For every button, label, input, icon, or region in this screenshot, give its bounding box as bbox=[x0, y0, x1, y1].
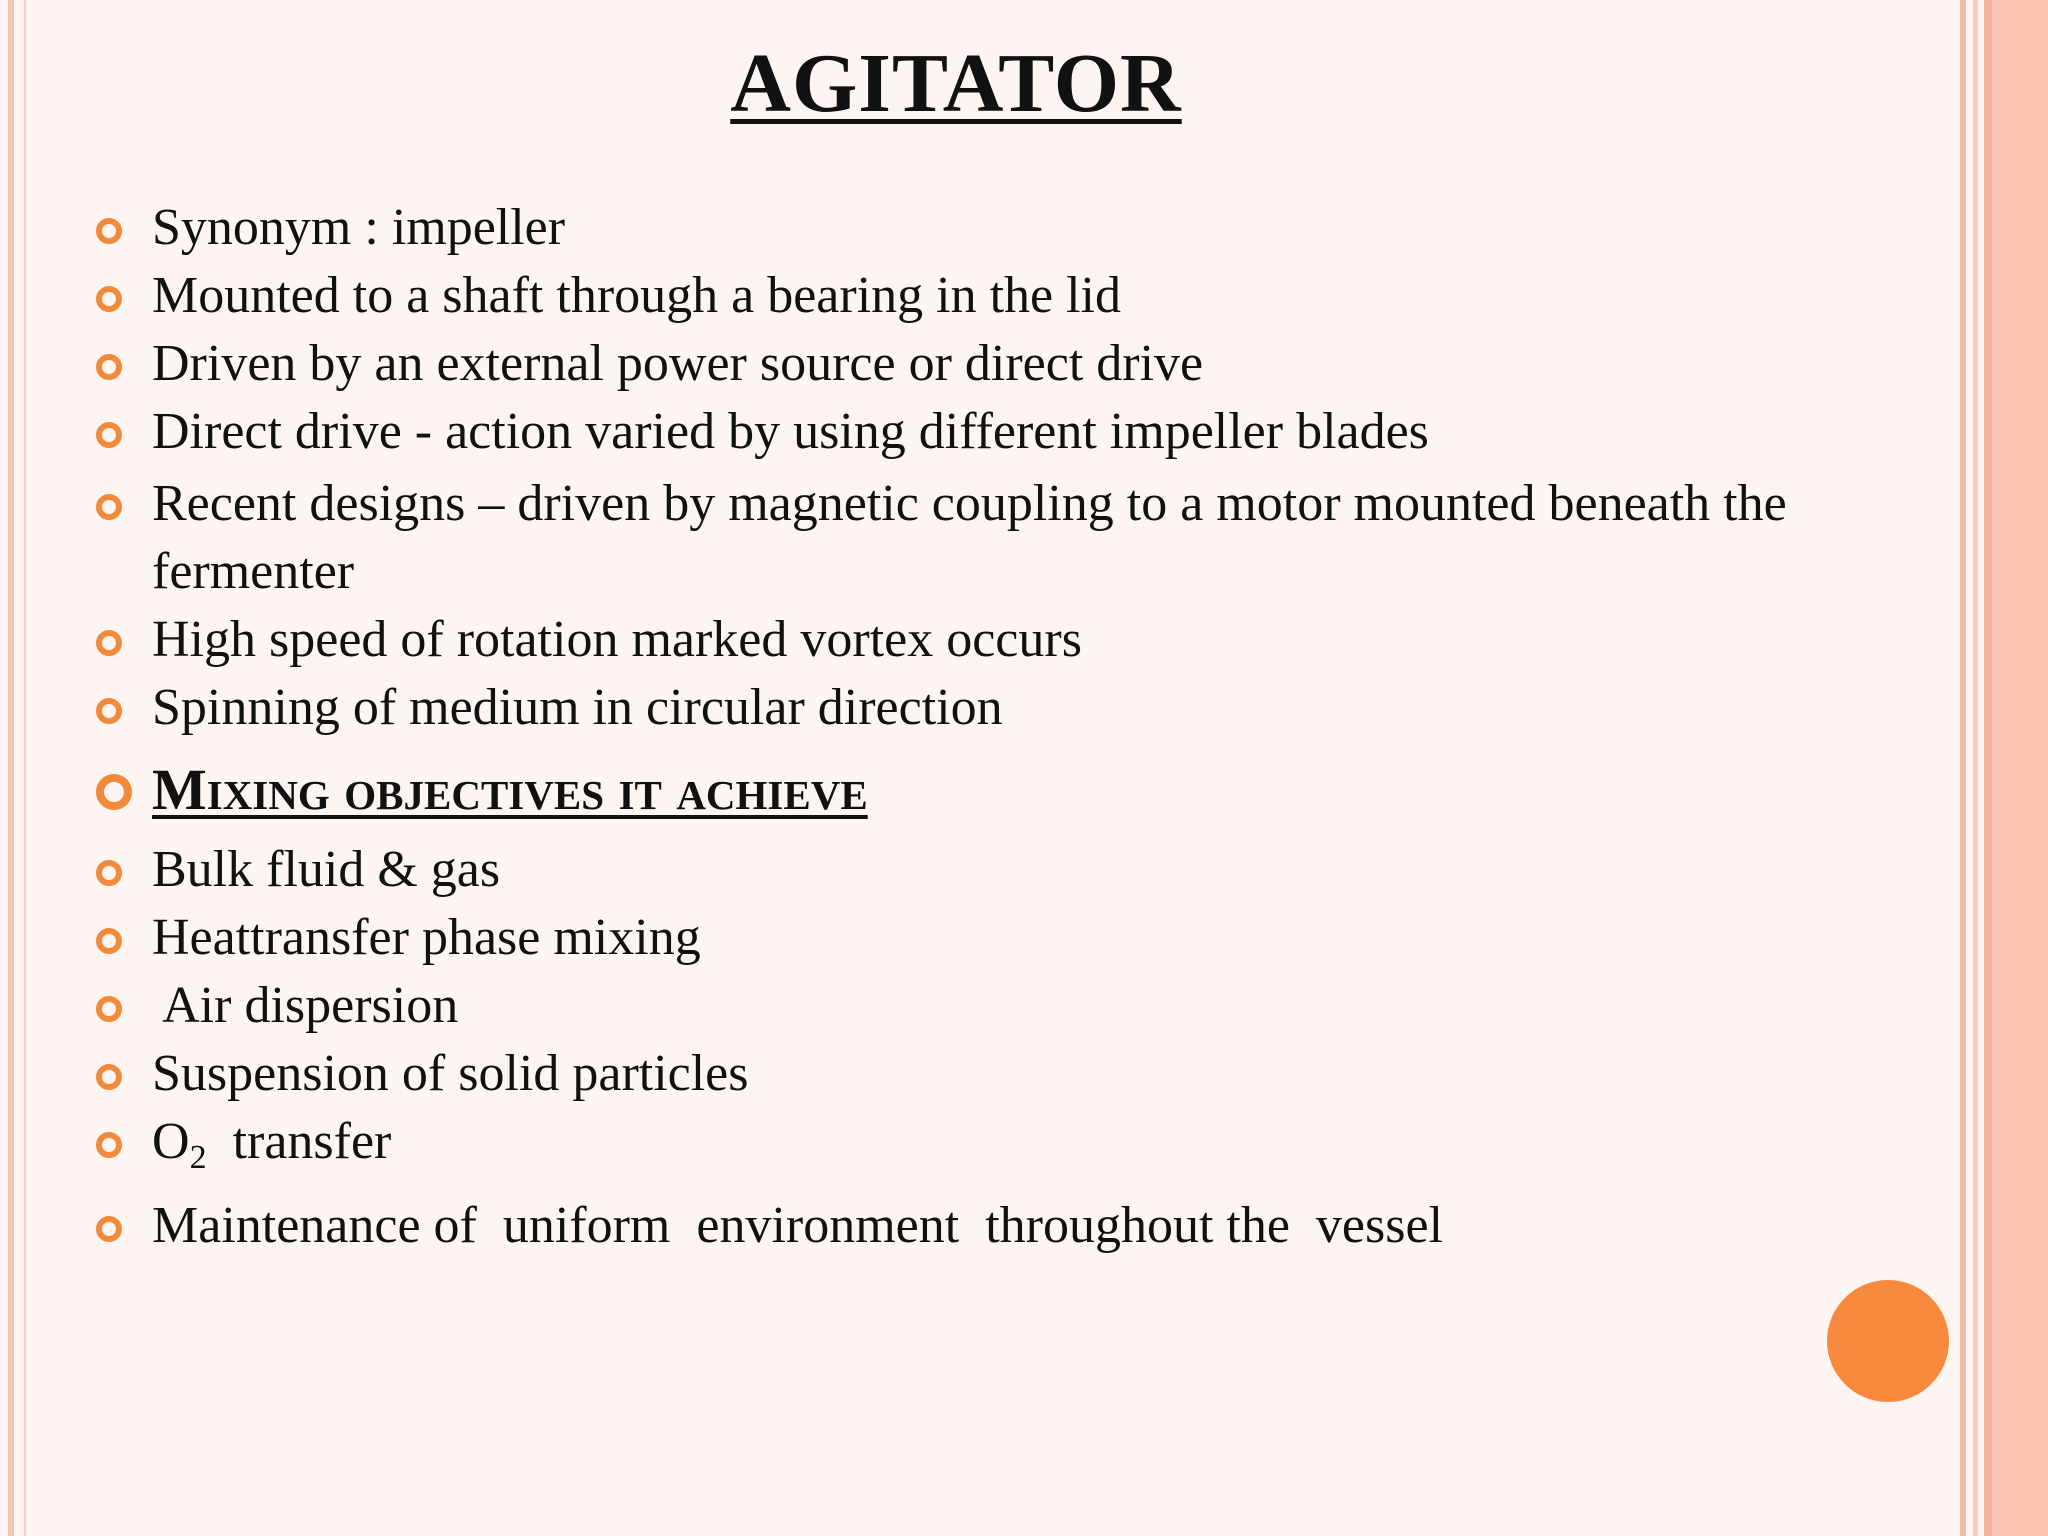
bullet-ring-icon bbox=[96, 1064, 122, 1090]
bullet-item: Air dispersion bbox=[96, 972, 1896, 1040]
bullet-item: Synonym : impeller bbox=[96, 194, 1896, 262]
left-border-stripe bbox=[8, 0, 14, 1536]
bullet-ring-icon bbox=[96, 1132, 122, 1158]
bullet-item: Suspension of solid particles bbox=[96, 1040, 1896, 1108]
bullet-item: Spinning of medium in circular direction bbox=[96, 674, 1896, 742]
bullet-ring-icon bbox=[96, 860, 122, 886]
bullet-ring-icon bbox=[96, 630, 122, 656]
bullet-item: Bulk fluid & gas bbox=[96, 836, 1896, 904]
bullet-item: High speed of rotation marked vortex occurs bbox=[96, 606, 1896, 674]
bullet-ring-icon bbox=[96, 286, 122, 312]
bullet-item-o2: $O_2$ transfer bbox=[96, 1108, 1896, 1192]
bullet-item: Driven by an external power source or direct drive bbox=[96, 330, 1896, 398]
bullet-ring-icon bbox=[96, 1216, 122, 1242]
bullet-item: Mounted to a shaft through a bearing in the lid bbox=[96, 262, 1896, 330]
decorative-orange-circle bbox=[1827, 1280, 1949, 1402]
bullet-list bbox=[96, 194, 1896, 1260]
right-border-band bbox=[1984, 0, 2048, 1536]
left-border-line bbox=[24, 0, 26, 1536]
bullet-ring-icon bbox=[96, 928, 122, 954]
bullet-ring-icon bbox=[96, 422, 122, 448]
right-border-stripe bbox=[1973, 0, 1978, 1536]
bullet-ring-icon bbox=[96, 218, 122, 244]
slide-title: AGITATOR bbox=[730, 37, 1182, 130]
bullet-item: Direct drive - action varied by using different impeller blades bbox=[96, 398, 1896, 466]
bullet-item: Maintenance of uniform environment throughout the vessel bbox=[96, 1192, 1896, 1260]
bullet-ring-icon bbox=[96, 996, 122, 1022]
bullet-ring-icon bbox=[96, 774, 132, 810]
right-border-stripe bbox=[1960, 0, 1966, 1536]
section-heading: Mixing objectives it achieve bbox=[96, 742, 1896, 836]
bullet-ring-icon bbox=[96, 354, 122, 380]
bullet-ring-icon bbox=[96, 494, 122, 520]
bullet-ring-icon bbox=[96, 698, 122, 724]
bullet-item: Recent designs – driven by magnetic coupling to a motor mounted beneath the fermenter bbox=[96, 466, 1896, 606]
bullet-item: Heattransfer phase mixing bbox=[96, 904, 1896, 972]
